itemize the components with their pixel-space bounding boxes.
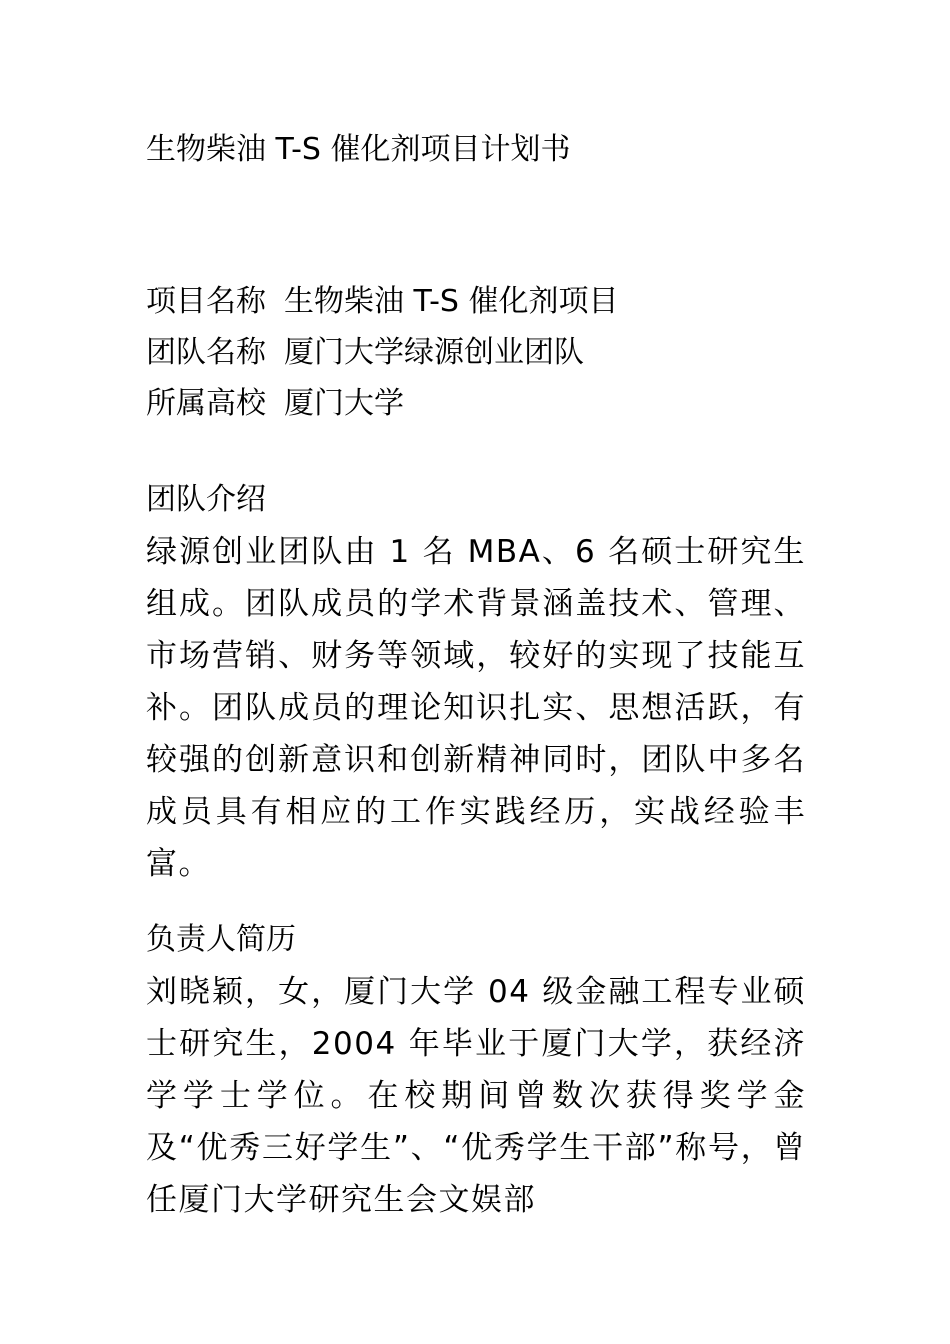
team-intro-heading: 团队介绍 xyxy=(146,482,266,517)
info-row-university xyxy=(146,378,806,429)
info-row-team-name xyxy=(146,327,806,378)
document-title: 生物柴油 T-S 催化剂项目计划书 xyxy=(146,132,571,167)
team-intro-body: 绿源创业团队由 1 名 MBA、6 名硕士研究生组成。团队成员的学术背景涵盖技术、管理、市场营销、财务等领域，较好的实现了技能互补。团队成员的理论知识扎实、思想活跃，有较强的创新意识和创新精神同时，团队中多名成员具有相应的工作实践经历，实战经验丰富。 xyxy=(146,534,806,882)
info-label: 团队名称 xyxy=(146,335,266,370)
leader-bio-heading: 负责人简历 xyxy=(146,922,296,957)
leader-bio-section xyxy=(146,914,806,1226)
info-label: 项目名称 xyxy=(146,284,266,319)
info-label: 所属高校 xyxy=(146,386,266,421)
info-row-project-name xyxy=(146,276,806,327)
leader-bio-body: 刘晓颖，女，厦门大学 04 级金融工程专业硕士研究生，2004 年毕业于厦门大学，获经济学学士学位。在校期间曾数次获得奖学金及“优秀三好学生”、“优秀学生干部”称号，曾任厦门大学研究生会文娱部 xyxy=(146,974,806,1218)
info-value: 厦门大学 xyxy=(284,386,404,421)
info-value: 厦门大学绿源创业团队 xyxy=(284,335,584,370)
project-info xyxy=(146,276,806,429)
info-value: 生物柴油 T-S 催化剂项目 xyxy=(284,284,619,319)
team-intro-section xyxy=(146,474,806,890)
